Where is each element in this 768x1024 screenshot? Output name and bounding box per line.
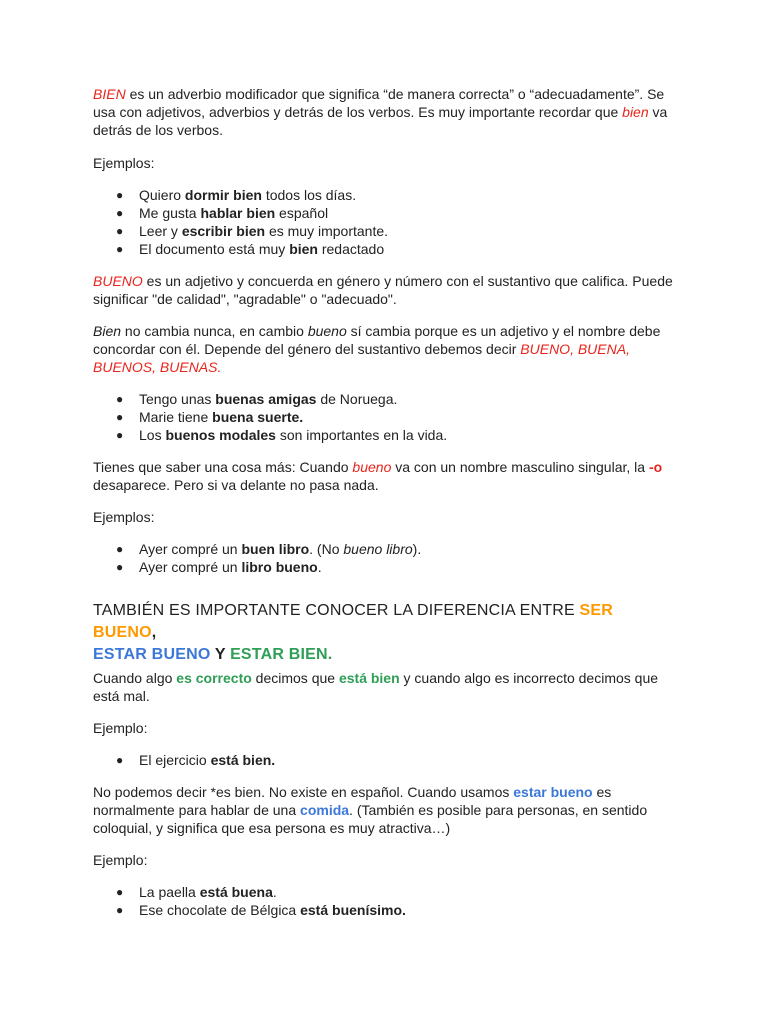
text: va con un nombre masculino singular, la — [391, 459, 649, 475]
bold-text: buenos modales — [165, 427, 276, 443]
term-estar-bien: ESTAR BIEN. — [230, 646, 333, 663]
bullet-icon: ● — [116, 560, 124, 574]
list-item — [93, 883, 678, 901]
bullet-icon: ● — [116, 410, 124, 424]
list-item — [93, 426, 678, 444]
bold-text: está buenísimo. — [300, 902, 406, 918]
text: todos los días. — [261, 187, 357, 203]
bullet-icon: ● — [116, 242, 124, 256]
bold-text: buena suerte. — [212, 409, 304, 425]
text: Me gusta — [139, 205, 201, 221]
esta-bien-examples-list — [93, 751, 678, 769]
text: es un adjetivo y concuerda en género y número con el sustantivo que califica. Puede significar "de calidad", "agradable" o "adecuado". — [93, 273, 673, 307]
text: Ayer compré un — [139, 541, 242, 557]
italic-text: bueno — [307, 323, 347, 339]
estar-bueno-examples-list — [93, 883, 678, 919]
example-label: Ejemplo: — [93, 852, 148, 868]
buen-examples-list — [93, 540, 678, 576]
term-bueno-inline: bueno — [352, 459, 392, 475]
list-item — [93, 186, 678, 204]
examples-label: Ejemplos: — [93, 155, 155, 171]
text: Marie tiene — [139, 409, 213, 425]
examples-label: Ejemplos: — [93, 509, 155, 525]
bold-text: bien — [289, 241, 318, 257]
text: . (También es posible para personas, en sentido coloquial, y significa que esa persona es muy atractiva…) — [93, 802, 648, 836]
term-estar-bueno: ESTAR BUENO — [93, 646, 211, 663]
bold-text: está buena — [199, 884, 273, 900]
text: desaparece. Pero si va delante no pasa nada. — [93, 477, 379, 493]
text: ). — [412, 541, 422, 557]
list-item — [93, 558, 678, 576]
paragraph-apocope — [93, 458, 678, 494]
bullet-icon: ● — [116, 188, 124, 202]
text: es muy importante. — [265, 223, 389, 239]
bold-text: escribir bien — [181, 223, 266, 239]
paragraph-esta-bien — [93, 669, 678, 705]
term-bien: BIEN — [93, 86, 126, 102]
bold-text: dormir bien — [184, 187, 262, 203]
text: redactado — [317, 241, 385, 257]
bueno-examples-list — [93, 390, 678, 444]
bullet-icon: ● — [116, 224, 124, 238]
text: son importantes en la vida. — [275, 427, 448, 443]
paragraph-bien-definition — [93, 85, 678, 139]
paragraph-bien-vs-bueno — [93, 322, 678, 376]
paragraph-estar-bueno — [93, 783, 678, 837]
text: . (No — [309, 541, 344, 557]
text: La paella — [139, 884, 200, 900]
text: va detrás de los verbos. — [93, 104, 668, 138]
italic-text: Bien — [93, 323, 122, 339]
bold-text: buenas amigas — [215, 391, 317, 407]
text: . — [317, 559, 322, 575]
text: Tienes que saber una cosa más: Cuando — [93, 459, 353, 475]
text: Cuando algo — [93, 670, 177, 686]
text: es normalmente para hablar de una — [93, 784, 612, 818]
text: Tengo unas — [139, 391, 216, 407]
suffix-o: -o — [648, 459, 663, 475]
term-es-correcto: es correcto — [176, 670, 252, 686]
bien-examples-list — [93, 186, 678, 258]
section-heading — [93, 600, 678, 666]
text: Ese chocolate de Bélgica — [139, 902, 301, 918]
text: No podemos decir *es bien. No existe en español. Cuando usamos — [93, 784, 514, 800]
bullet-icon: ● — [116, 885, 124, 899]
list-item — [93, 408, 678, 426]
bullet-icon: ● — [116, 392, 124, 406]
text: El ejercicio — [139, 752, 211, 768]
list-item — [93, 390, 678, 408]
term-comida: comida — [300, 802, 350, 818]
text: . — [272, 884, 277, 900]
text: es un adverbio modificador que significa “de manera correcta” o “adecuadamente”. Se usa con adjetivos, adverbios y detrás de los verbos. Es muy importante recordar que — [93, 86, 665, 120]
list-item — [93, 901, 678, 919]
text: Leer y — [139, 223, 182, 239]
heading-text: Y — [210, 646, 231, 663]
list-item — [93, 222, 678, 240]
heading-text: TAMBIÉN ES IMPORTANTE CONOCER LA DIFERENCIA ENTRE — [93, 602, 580, 619]
bold-text: libro bueno — [241, 559, 318, 575]
list-item — [93, 204, 678, 222]
text: decimos que — [251, 670, 339, 686]
text: no cambia nunca, en cambio — [121, 323, 308, 339]
bold-text: buen libro — [241, 541, 310, 557]
text: Los — [139, 427, 166, 443]
list-item — [93, 540, 678, 558]
bold-text: está bien. — [210, 752, 276, 768]
italic-text: bueno libro — [343, 541, 413, 557]
bullet-icon: ● — [116, 428, 124, 442]
bullet-icon: ● — [116, 903, 124, 917]
bold-text: hablar bien — [200, 205, 276, 221]
list-item — [93, 240, 678, 258]
term-bien-inline: bien — [622, 104, 649, 120]
text: Quiero — [139, 187, 185, 203]
text: El documento está muy — [139, 241, 290, 257]
text: y cuando algo es incorrecto decimos que está mal. — [93, 670, 659, 704]
text: Ayer compré un — [139, 559, 242, 575]
term-ser-bueno: SER BUENO — [93, 602, 614, 641]
text: de Noruega. — [316, 391, 398, 407]
heading-text: , — [151, 624, 157, 641]
term-bueno-forms: BUENO, BUENA, BUENOS, BUENAS. — [93, 341, 630, 375]
paragraph-bueno-definition — [93, 272, 678, 308]
list-item — [93, 751, 678, 769]
term-estar-bueno-inline: estar bueno — [513, 784, 593, 800]
bullet-icon: ● — [116, 753, 124, 767]
text: sí cambia porque es un adjetivo y el nombre debe concordar con él. Depende del género del sustantivo debemos decir — [93, 323, 661, 357]
term-bueno: BUENO — [93, 273, 143, 289]
bullet-icon: ● — [116, 206, 124, 220]
term-esta-bien: está bien — [338, 670, 400, 686]
bullet-icon: ● — [116, 542, 124, 556]
text: español — [275, 205, 329, 221]
example-label: Ejemplo: — [93, 720, 148, 736]
